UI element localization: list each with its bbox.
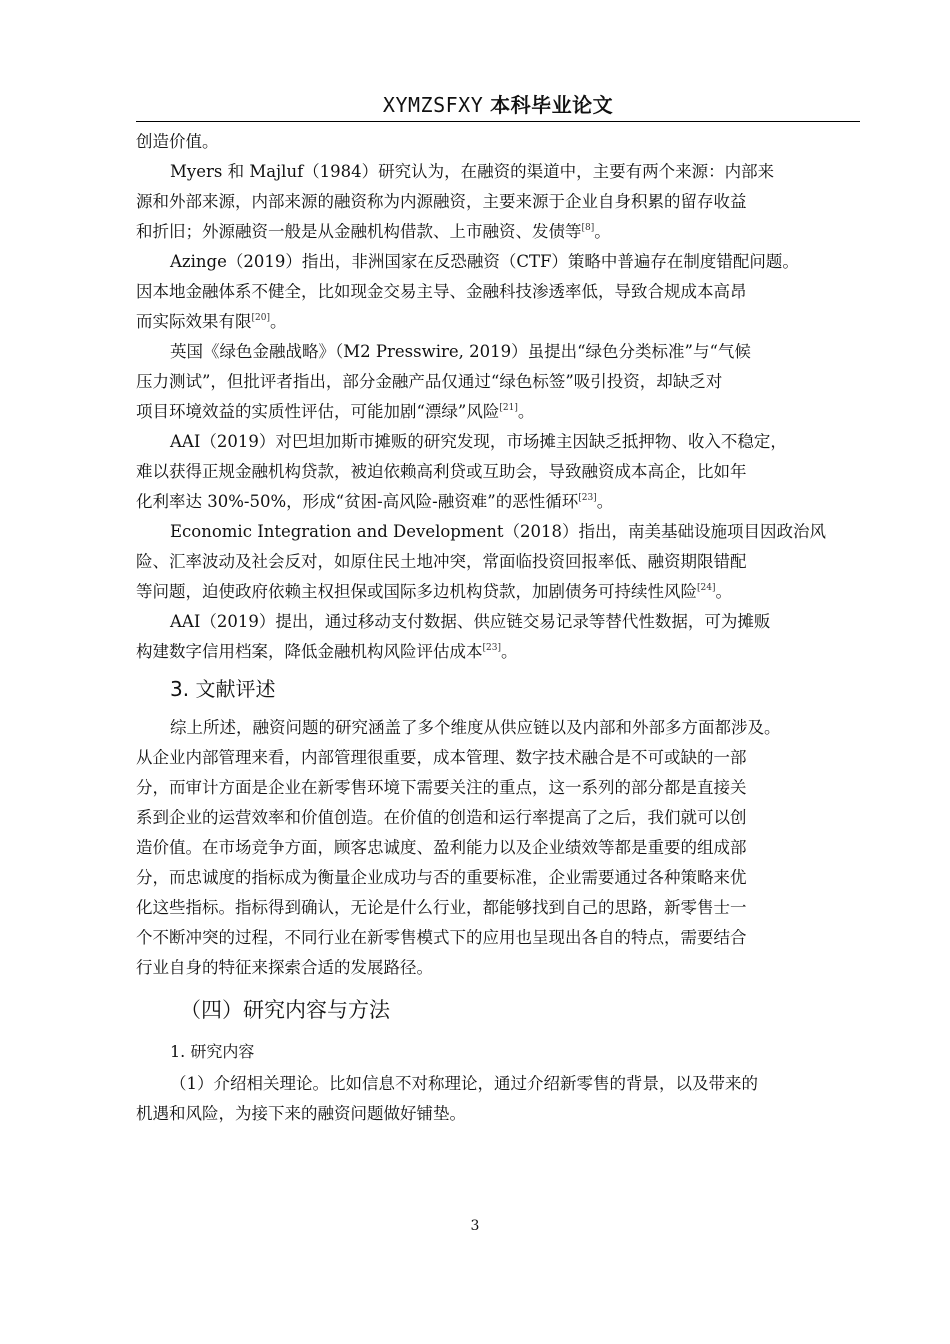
citation-ref: [23] <box>578 493 597 503</box>
text-line: Azinge（2019）指出，非洲国家在反恐融资（CTF）策略中普遍存在制度错配问题。 <box>170 252 799 271</box>
period: 。 <box>594 222 611 241</box>
text-line <box>136 637 848 667</box>
text-line: AAI（2019）对巴坦加斯市摊贩的研究发现，市场摊主因缺乏抵押物、收入不稳定， <box>170 432 787 451</box>
text-line: 造价值。在市场竞争方面，顾客忠诚度、盈利能力以及企业绩效等都是重要的组成部 <box>136 838 747 857</box>
text-line: 分，而忠诚度的指标成为衡量企业成功与否的重要标准，企业需要通过各种策略来优 <box>136 868 747 887</box>
text-line: Myers 和 Majluf（1984）研究认为，在融资的渠道中，主要有两个来源：内部来 <box>170 162 775 181</box>
period: 。 <box>596 492 614 511</box>
citation-ref: [20] <box>251 313 270 323</box>
header-rule <box>136 121 860 122</box>
citation-ref: [24] <box>697 583 716 593</box>
subsection-heading: 1. 研究内容 <box>170 1042 255 1061</box>
line-text: 等问题，迫使政府依赖主权担保或国际多边机构贷款，加剧债务可持续性风险 <box>136 582 697 601</box>
body-text <box>136 127 848 1129</box>
line-text: 构建数字信用档案，降低金融机构风险评估成本 <box>136 642 483 661</box>
line-text: 和折旧；外源融资一般是从金融机构借款、上市融资、发债等 <box>136 222 582 241</box>
text-line: 从企业内部管理来看，内部管理很重要，成本管理、数字技术融合是不可或缺的一部 <box>136 748 747 767</box>
text-line: 行业自身的特征来探索合适的发展路径。 <box>136 958 433 977</box>
text-line: AAI（2019）提出，通过移动支付数据、供应链交易记录等替代性数据，可为摊贩 <box>170 612 771 631</box>
text-line: （1）介绍相关理论。比如信息不对称理论，通过介绍新零售的背景，以及带来的 <box>170 1074 758 1093</box>
page-header <box>136 92 860 118</box>
text-line <box>136 577 848 607</box>
text-line: 系到企业的运营效率和价值创造。在价值的创造和运行率提高了之后，我们就可以创 <box>136 808 747 827</box>
text-line: 压力测试”，但批评者指出，部分金融产品仅通过“绿色标签”吸引投资，却缺乏对 <box>136 372 723 391</box>
line-text: 化利率达 30%-50%，形成“贫困-高风险-融资难”的恶性循环 <box>136 492 579 511</box>
period: 。 <box>517 402 535 421</box>
citation-ref: [8] <box>581 223 595 233</box>
text-line: 险、汇率波动及社会反对，如原住民土地冲突，常面临投资回报率低、融资期限错配 <box>136 552 747 571</box>
period: 。 <box>715 582 732 601</box>
header-thesis-label: 本科毕业论文 <box>490 93 614 117</box>
period: 。 <box>269 312 287 331</box>
section-heading-literature-review: 3. 文献评述 <box>170 677 276 701</box>
section-heading-research-content: （四）研究内容与方法 <box>180 998 390 1022</box>
text-line: 因本地金融体系不健全，比如现金交易主导、金融科技渗透率低，导致合规成本高昂 <box>136 282 747 301</box>
text-line: 源和外部来源，内部来源的融资称为内源融资，主要来源于企业自身积累的留存收益 <box>136 192 747 211</box>
text-line: Economic Integration and Development（2018）指出，南美基础设施项目因政治风 <box>170 522 827 541</box>
text-line <box>136 487 848 517</box>
line-text: 而实际效果有限 <box>136 312 252 331</box>
text-line <box>136 397 848 427</box>
text-line: 创造价值。 <box>136 132 219 151</box>
period: 。 <box>500 642 518 661</box>
text-line: 个不断冲突的过程，不同行业在新零售模式下的应用也呈现出各自的特点，需要结合 <box>136 928 747 947</box>
text-line: 综上所述，融资问题的研究涵盖了多个维度从供应链以及内部和外部多方面都涉及。 <box>170 718 781 737</box>
text-line: 难以获得正规金融机构贷款，被迫依赖高利贷或互助会，导致融资成本高企，比如年 <box>136 462 747 481</box>
header-school-code: XYMZSFXY <box>382 93 484 117</box>
text-line: 英国《绿色金融战略》（M2 Presswire, 2019）虽提出“绿色分类标准”与“气候 <box>170 342 751 361</box>
citation-ref: [23] <box>482 643 501 653</box>
text-line: 机遇和风险，为接下来的融资问题做好铺垫。 <box>136 1104 466 1123</box>
text-line <box>136 307 848 337</box>
citation-ref: [21] <box>499 403 518 413</box>
page-number: 3 <box>470 1218 480 1234</box>
text-line: 分，而审计方面是企业在新零售环境下需要关注的重点，这一系列的部分都是直接关 <box>136 778 747 797</box>
text-line <box>136 217 848 247</box>
text-line: 化这些指标。指标得到确认，无论是什么行业，都能够找到自己的思路，新零售士一 <box>136 898 747 917</box>
line-text: 项目环境效益的实质性评估，可能加剧“漂绿”风险 <box>136 402 500 421</box>
